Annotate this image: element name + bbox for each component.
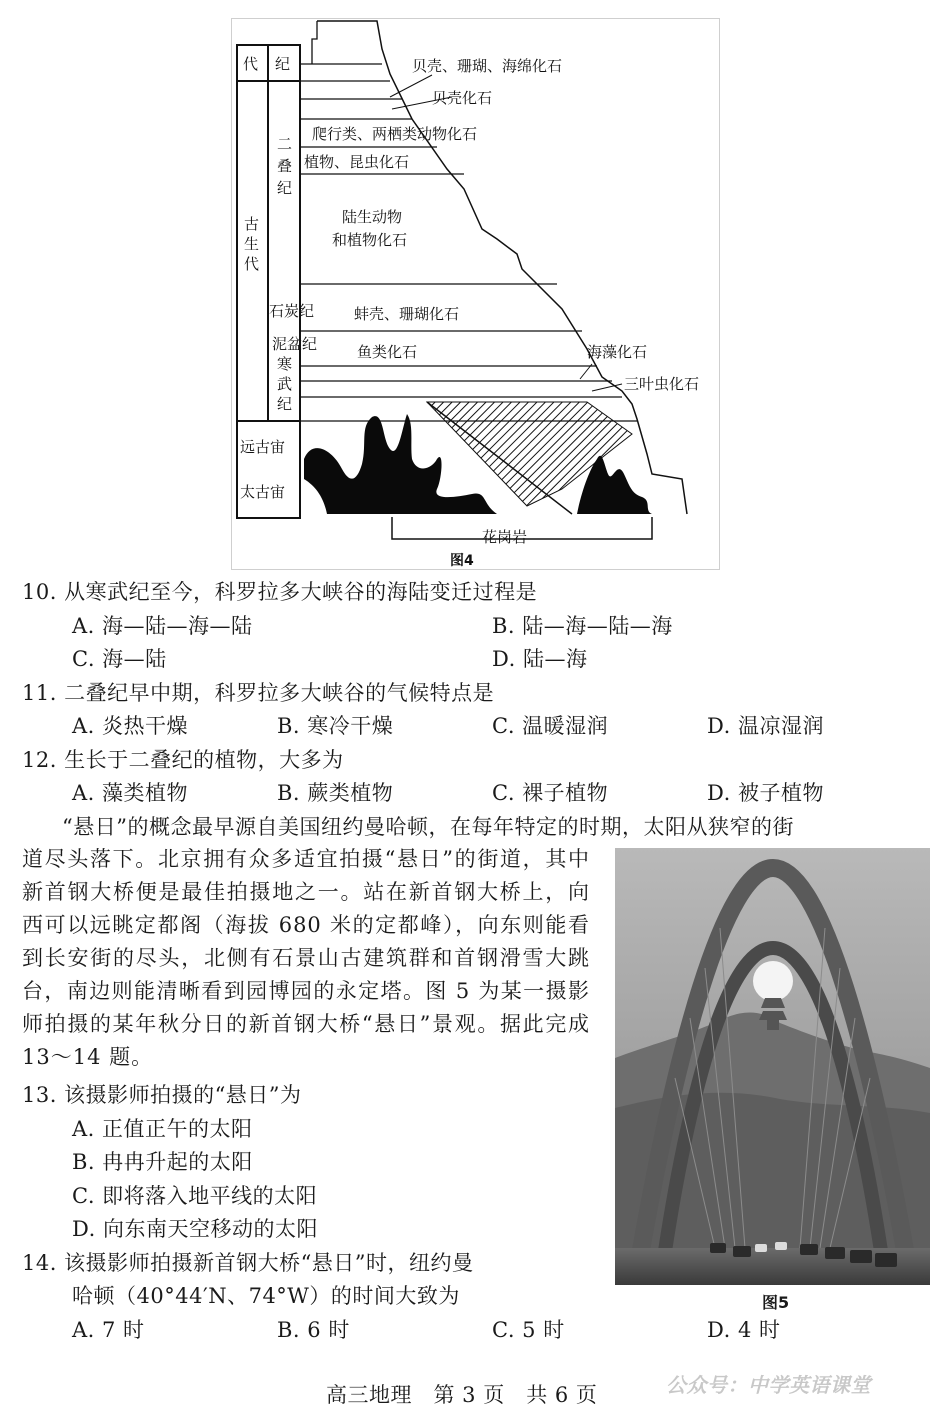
svg-text:二: 二 bbox=[277, 135, 293, 153]
figure-4-strata-diagram bbox=[231, 18, 720, 570]
svg-text:生: 生 bbox=[244, 235, 260, 253]
col-header-era: 代 bbox=[243, 55, 259, 73]
era-paleozoic-label bbox=[244, 215, 259, 273]
figure-5-bridge-photo bbox=[615, 848, 930, 1285]
q10-option-d: D. 陆—海 bbox=[492, 647, 588, 671]
eon-archean-label: 太古宙 bbox=[240, 483, 286, 501]
svg-text:寒: 寒 bbox=[277, 355, 293, 373]
fossil-label-2: 贝壳化石 bbox=[432, 89, 493, 107]
fossil-label-5b: 和植物化石 bbox=[332, 231, 408, 249]
svg-text:古: 古 bbox=[244, 215, 260, 233]
figure-5-caption: 图5 bbox=[762, 1293, 790, 1312]
q14-option-c: C. 5 时 bbox=[492, 1318, 565, 1342]
q14-stem-line2: 哈顿（40°44′N、74°W）的时间大致为 bbox=[72, 1284, 460, 1308]
page-footer: 高三地理 第 3 页 共 6 页 bbox=[326, 1383, 598, 1407]
svg-text:纪: 纪 bbox=[277, 395, 293, 413]
eon-proterozoic-label: 远古宙 bbox=[240, 438, 286, 456]
q10-option-c: C. 海—陆 bbox=[72, 647, 167, 671]
fossil-label-4: 植物、昆虫化石 bbox=[304, 153, 410, 171]
svg-text:纪: 纪 bbox=[277, 179, 293, 197]
q11-option-b: B. 寒冷干燥 bbox=[277, 714, 394, 738]
passage-body: 道尽头落下。北京拥有众多适宜拍摄“悬日”的街道，其中新首钢大桥便是最佳拍摄地之一。站在新首钢大桥上，向西可以远眺定都阁（海拔 680 米的定都峰），向东则能看到长安街的尽头，北侧有石景山古建筑群和首钢滑雪大跳台，南边则能清晰看到园博园的永定塔。图 5 为某一摄影师拍摄的某年秋分日的新首钢大桥“悬日”景观。据此完成 13～14 题。 bbox=[22, 847, 590, 1069]
granite-label: 花岗岩 bbox=[482, 528, 528, 546]
q14-option-b: B. 6 时 bbox=[277, 1318, 350, 1342]
q13-option-c: C. 即将落入地平线的太阳 bbox=[72, 1184, 318, 1208]
q10-option-a: A. 海—陆—海—陆 bbox=[72, 614, 253, 638]
q13-option-b: B. 冉冉升起的太阳 bbox=[72, 1150, 253, 1174]
watermark: 公众号：中学英语课堂 bbox=[666, 1373, 871, 1397]
fossil-label-5a: 陆生动物 bbox=[342, 208, 403, 226]
q12-option-b: B. 蕨类植物 bbox=[277, 781, 394, 805]
period-permian-label bbox=[277, 135, 292, 197]
period-carboniferous-label: 石炭纪 bbox=[269, 302, 315, 320]
q13-option-d: D. 向东南天空移动的太阳 bbox=[72, 1217, 318, 1241]
svg-text:武: 武 bbox=[277, 375, 293, 393]
q12-stem: 12. 生长于二叠纪的植物，大多为 bbox=[22, 748, 344, 772]
q14-stem-line1: 14. 该摄影师拍摄新首钢大桥“悬日”时，纽约曼 bbox=[22, 1251, 474, 1275]
svg-text:叠: 叠 bbox=[277, 157, 293, 175]
q12-option-a: A. 藻类植物 bbox=[72, 781, 189, 805]
q14-option-d: D. 4 时 bbox=[707, 1318, 781, 1342]
fossil-label-7: 鱼类化石 bbox=[357, 343, 418, 361]
fossil-label-8: 海藻化石 bbox=[587, 343, 648, 361]
q12-option-c: C. 裸子植物 bbox=[492, 781, 609, 805]
q11-option-a: A. 炎热干燥 bbox=[72, 714, 189, 738]
q11-option-c: C. 温暖湿润 bbox=[492, 714, 609, 738]
q11-stem: 11. 二叠纪早中期，科罗拉多大峡谷的气候特点是 bbox=[22, 681, 495, 705]
period-devonian-label: 泥盆纪 bbox=[272, 335, 318, 353]
q10-option-b: B. 陆—海—陆—海 bbox=[492, 614, 673, 638]
fossil-label-1: 贝壳、珊瑚、海绵化石 bbox=[412, 57, 563, 75]
fossil-label-9: 三叶虫化石 bbox=[624, 375, 700, 393]
q12-option-d: D. 被子植物 bbox=[707, 781, 824, 805]
period-cambrian-label bbox=[277, 355, 292, 413]
col-header-period: 纪 bbox=[275, 55, 291, 73]
q14-option-a: A. 7 时 bbox=[72, 1318, 145, 1342]
q10-stem: 10. 从寒武纪至今，科罗拉多大峡谷的海陆变迁过程是 bbox=[22, 580, 538, 604]
q13-option-a: A. 正值正午的太阳 bbox=[72, 1117, 253, 1141]
fossil-label-6: 蚌壳、珊瑚化石 bbox=[354, 305, 460, 323]
svg-text:代: 代 bbox=[244, 255, 260, 273]
q13-stem: 13. 该摄影师拍摄的“悬日”为 bbox=[22, 1083, 302, 1107]
passage-first-line: “悬日”的概念最早源自美国纽约曼哈顿，在每年特定的时期，太阳从狭窄的街 bbox=[62, 815, 794, 839]
figure-4-caption: 图4 bbox=[450, 553, 474, 569]
fossil-label-3: 爬行类、两栖类动物化石 bbox=[312, 125, 478, 143]
q11-option-d: D. 温凉湿润 bbox=[707, 714, 824, 738]
